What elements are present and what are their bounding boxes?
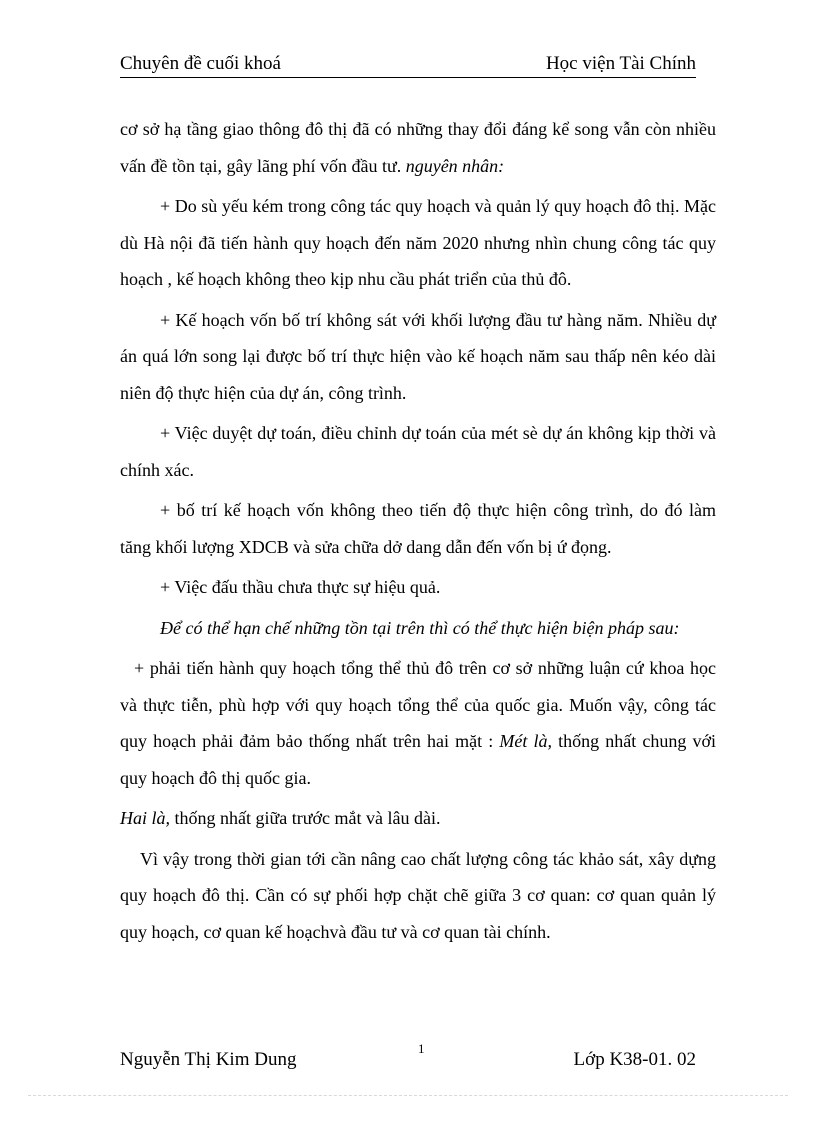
page-header — [120, 52, 696, 76]
second-point-italic: Hai là, — [120, 808, 171, 828]
paragraph-intro — [120, 111, 716, 184]
paragraph-second-point — [120, 800, 716, 837]
master-plan-italic: Mét là, — [499, 731, 552, 751]
page-break-line — [28, 1095, 788, 1096]
master-plan-tail: thống nhất chung với quy hoạch đô thị quốc gia. — [120, 731, 717, 788]
paragraph-bidding: + Việc đấu thầu chưa thực sự hiệu quả. — [160, 577, 441, 597]
paragraph-capital-plan: + Kế hoạch vốn bố trí không sát với khối lượng đầu tư hàng năm. Nhiều dự án quá lớn song lại được bố trí thực hiện vào kế hoạch năm sau thấp nên kéo dài niên độ thực hiện của dự án, công trình. — [120, 309, 716, 403]
header-rule — [120, 77, 696, 78]
header-institution: Học viện Tài Chính — [545, 53, 696, 74]
paragraph-intro-text: cơ sở hạ tầng giao thông đô thị đã có những thay đổi đáng kể song vẫn còn nhiều vấn đề tồn tại, gây lãng phí vốn đầu tư. — [120, 119, 716, 176]
second-point-tail: thống nhất giữa trước mắt và lâu dài. — [170, 808, 441, 828]
paragraph-conclusion: Vì vậy trong thời gian tới cần nâng cao chất lượng công tác khảo sát, xây dựng quy hoạch đô thị. Cần có sự phối hợp chặt chẽ giữa 3 cơ quan: cơ quan quản lý quy hoạch, cơ quan kế hoạchvà đầu tư và cơ quan tài chính. — [120, 848, 716, 942]
footer-page-number: 1 — [418, 1041, 425, 1056]
page-body — [120, 111, 716, 950]
paragraph-intro-italic: nguyên nhân: — [405, 155, 505, 176]
solutions-heading-italic: Để có thể hạn chế những tồn tại trên thì có thể thực hiện biện pháp sau: — [160, 617, 680, 638]
page-footer — [120, 1041, 696, 1074]
footer-author: Nguyễn Thị Kim Dung — [120, 1049, 297, 1070]
footer-class-code: Lớp K38-01. 02 — [573, 1049, 696, 1070]
paragraph-solutions-heading — [120, 610, 716, 647]
paragraph-master-plan — [120, 650, 716, 796]
paragraph-estimate-approval: + Việc duyệt dự toán, điều chỉnh dự toán của mét sè dự án không kịp thời và chính xác. — [120, 423, 716, 480]
paragraph-capital-allocation: + bố trí kế hoạch vốn không theo tiến độ thực hiện công trình, do đó làm tăng khối lượng XDCB và sửa chữa dở dang dẫn đến vốn bị ứ đọng. — [120, 500, 716, 557]
paragraph-planning-weakness: + Do sù yếu kém trong công tác quy hoạch và quản lý quy hoạch đô thị. Mặc dù Hà nội đã tiến hành quy hoạch đến năm 2020 nhưng nhìn chung công tác quy hoạch , kế hoạch không theo kịp nhu cầu phát triển của thủ đô. — [120, 196, 716, 289]
master-plan-text: + phải tiến hành quy hoạch tổng thể thủ đô trên cơ sở những luận cứ khoa học và thực tiễn, phù hợp với quy hoạch tổng thể của quốc gia. Muốn vậy, công tác quy hoạch phải đảm bảo thống nhất trên hai mặt : — [120, 658, 716, 751]
header-course-title: Chuyên đề cuối khoá — [120, 53, 281, 74]
